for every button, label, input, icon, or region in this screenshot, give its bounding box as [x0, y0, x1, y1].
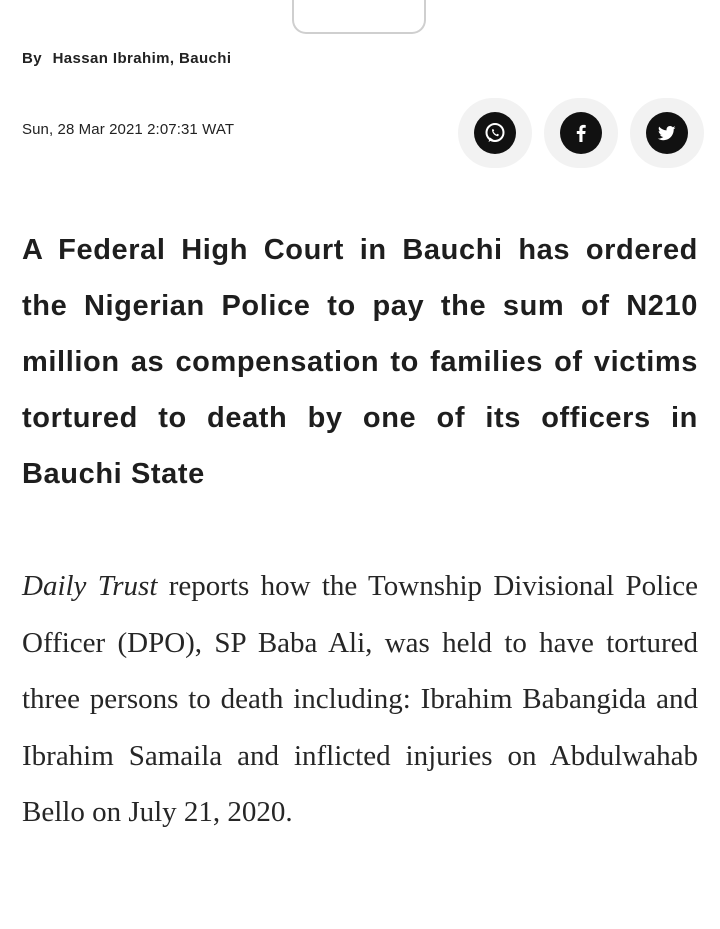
share-facebook-button[interactable] — [544, 98, 618, 168]
article-body — [22, 558, 698, 841]
share-whatsapp-button[interactable] — [458, 98, 532, 168]
body-paragraph: reports how the Township Divisional Police Officer (DPO), SP Baba Ali, was held to have tortured three persons to death including: Ibrahim Babangida and Ibrahim Samaila and inflicted injuries on Abdulwahab Bello on July 21, 2020. — [22, 570, 698, 828]
publish-timestamp: Sun, 28 Mar 2021 2:07:31 WAT — [22, 121, 235, 138]
top-tab-handle — [292, 0, 426, 34]
whatsapp-icon — [474, 112, 516, 154]
facebook-icon — [560, 112, 602, 154]
share-buttons — [458, 98, 704, 168]
publication-name: Daily Trust — [22, 570, 158, 602]
article-headline: A Federal High Court in Bauchi has ordered the Nigerian Police to pay the sum of N210 million as compensation to families of victims tortured to death by one of its officers in Bauchi State — [22, 234, 698, 490]
byline-prefix: By — [22, 50, 42, 67]
twitter-icon — [646, 112, 688, 154]
byline-author: Hassan Ibrahim, Bauchi — [52, 50, 232, 67]
byline — [22, 50, 237, 67]
share-twitter-button[interactable] — [630, 98, 704, 168]
